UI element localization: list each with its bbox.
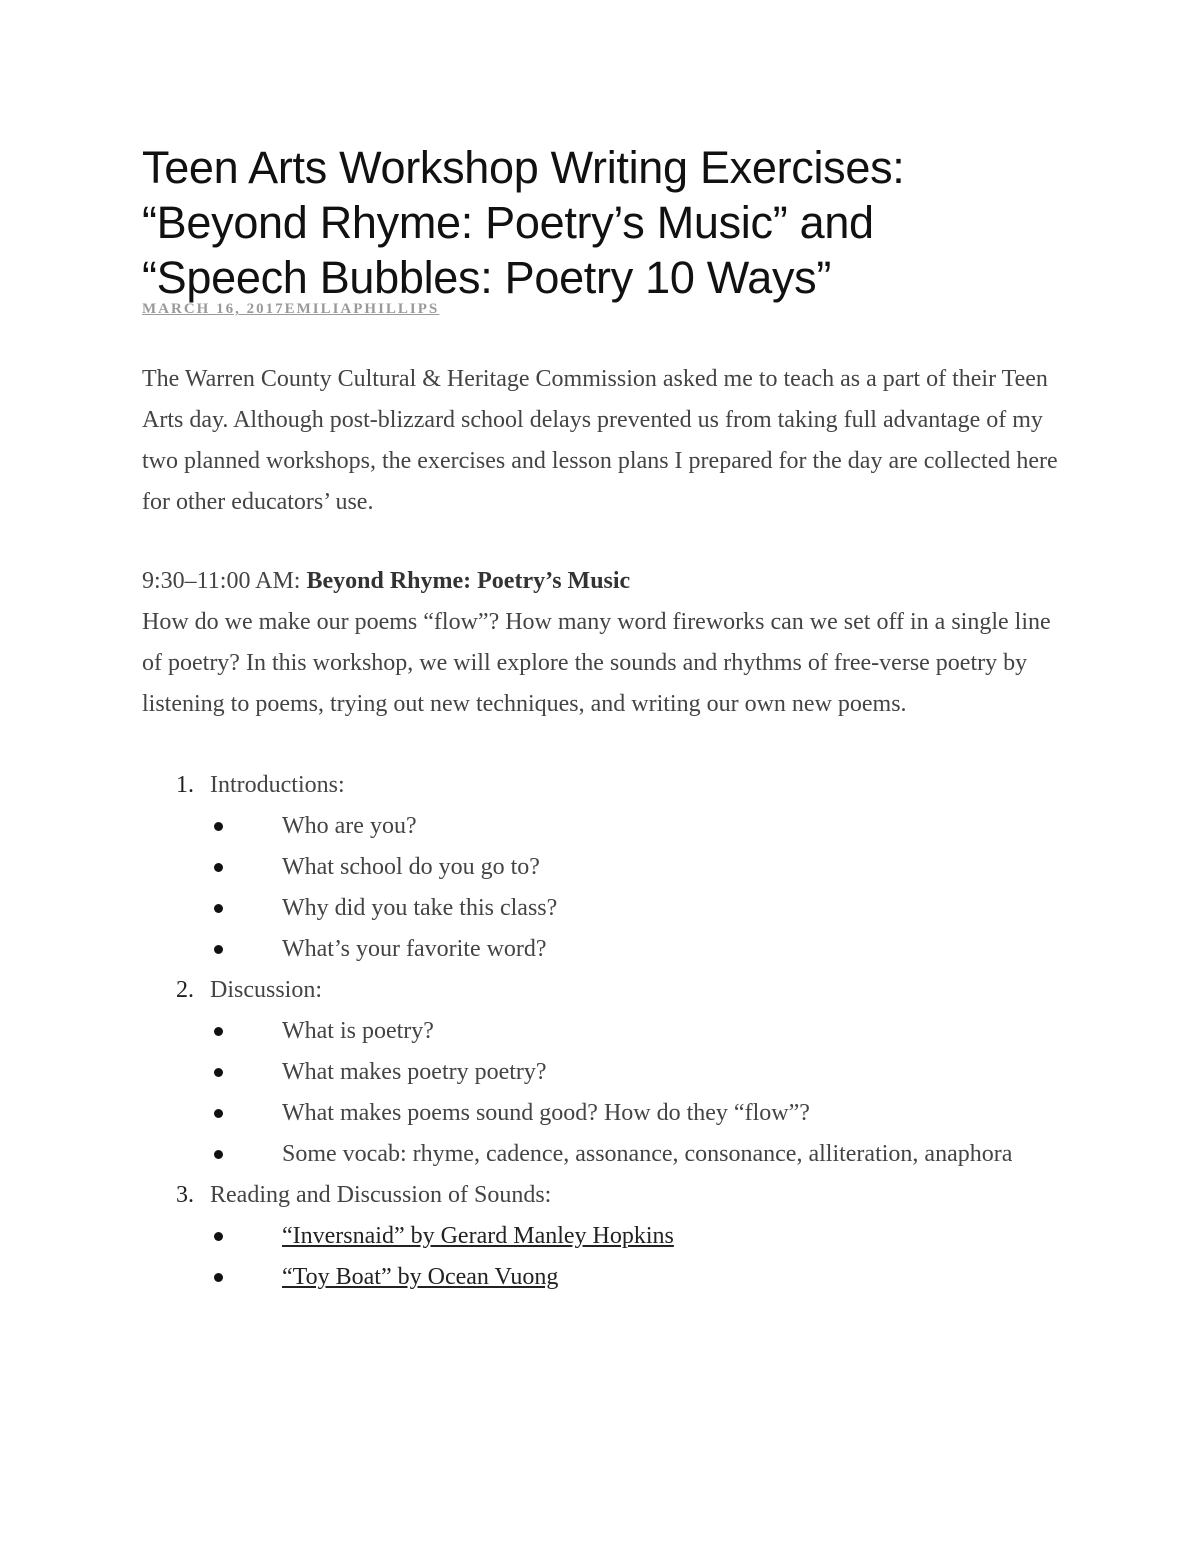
step-sublist [210, 1216, 1062, 1298]
poem-link-toy-boat[interactable]: “Toy Boat” by Ocean Vuong [282, 1264, 559, 1290]
step-label: Discussion: [210, 977, 323, 1003]
step-number: 1. [176, 772, 194, 798]
bullet-icon [214, 822, 223, 831]
list-item [210, 806, 1062, 847]
step-sublist [210, 1011, 1062, 1175]
list-item [210, 1216, 1062, 1257]
intro-paragraph: The Warren County Cultural & Heritage Commission asked me to teach as a part of their Teen Arts day. Although post-blizzard school delays prevented us from taking full advantage of my two planned workshops, the exercises and lesson plans I prepared for the day are collected here for other educators’ use. [142, 366, 1058, 515]
title-line-1: Teen Arts Workshop Writing Exercises: [142, 142, 905, 193]
step-label: Introductions: [210, 772, 345, 798]
document-page [142, 140, 1062, 1298]
list-item-text: Why did you take this class? [282, 895, 558, 921]
session-name: Beyond Rhyme: Poetry’s Music [306, 568, 631, 594]
bullet-icon [214, 904, 223, 913]
list-item [210, 1134, 1062, 1175]
list-item-text: Who are you? [282, 813, 417, 839]
bullet-icon [214, 1232, 223, 1241]
list-item-text: What school do you go to? [282, 854, 540, 880]
post-date[interactable]: MARCH 16, 2017 [142, 301, 285, 317]
step-label: Reading and Discussion of Sounds: [210, 1182, 552, 1208]
bullet-icon [214, 945, 223, 954]
page-title [142, 140, 1062, 305]
bullet-icon [214, 863, 223, 872]
bullet-icon [214, 1027, 223, 1036]
list-item [210, 847, 1062, 888]
bullet-icon [214, 1150, 223, 1159]
list-item [210, 888, 1062, 929]
list-item-text: What’s your favorite word? [282, 936, 547, 962]
list-item [210, 1052, 1062, 1093]
step-item [142, 765, 1062, 970]
workshop-steps [142, 765, 1062, 1298]
step-item [142, 1175, 1062, 1298]
step-number: 3. [176, 1182, 194, 1208]
bullet-icon [214, 1109, 223, 1118]
step-sublist [210, 806, 1062, 970]
list-item [210, 1011, 1062, 1052]
list-item-text: What is poetry? [282, 1018, 434, 1044]
list-item [210, 929, 1062, 970]
list-item [210, 1093, 1062, 1134]
post-author[interactable]: EMILIAPHILLIPS [284, 301, 440, 317]
title-line-3: “Speech Bubbles: Poetry 10 Ways” [142, 252, 832, 303]
step-number: 2. [176, 977, 194, 1003]
step-item [142, 970, 1062, 1175]
list-item [210, 1257, 1062, 1298]
bullet-icon [214, 1068, 223, 1077]
poem-link-inversnaid[interactable]: “Inversnaid” by Gerard Manley Hopkins [282, 1223, 674, 1249]
session-time: 9:30–11:00 AM: [142, 568, 307, 594]
session-heading [142, 561, 1062, 602]
bullet-icon [214, 1273, 223, 1282]
list-item-text: What makes poems sound good? How do they “flow”? [282, 1100, 810, 1126]
title-line-2: “Beyond Rhyme: Poetry’s Music” and [142, 197, 874, 248]
list-item-text: Some vocab: rhyme, cadence, assonance, consonance, alliteration, anaphora [282, 1141, 1013, 1167]
list-item-text: What makes poetry poetry? [282, 1059, 547, 1085]
session-description: How do we make our poems “flow”? How many word fireworks can we set off in a single line of poetry? In this workshop, we will explore the sounds and rhythms of free-verse poetry by listening to poems, trying out new techniques, and writing our own new poems. [142, 609, 1051, 717]
